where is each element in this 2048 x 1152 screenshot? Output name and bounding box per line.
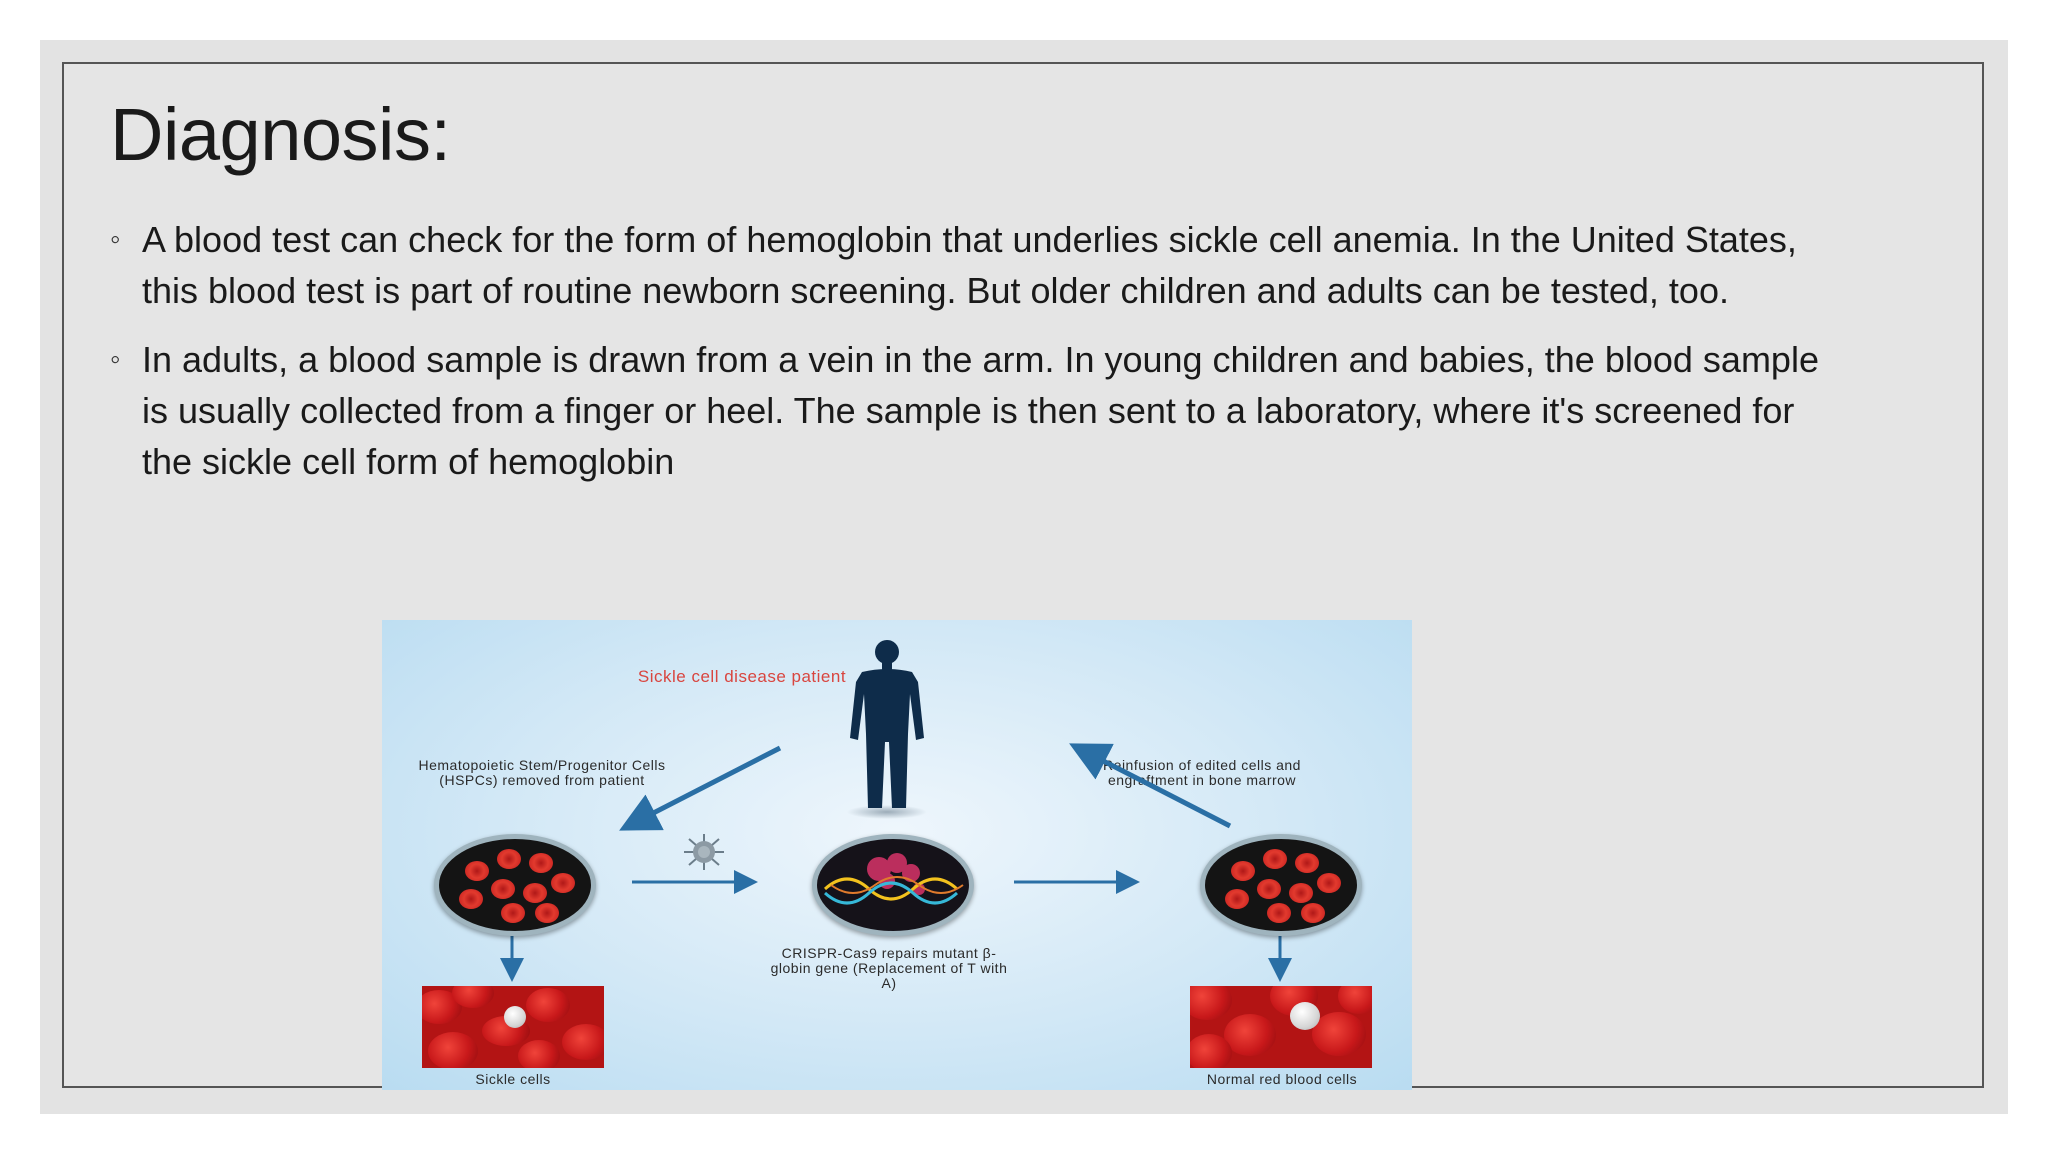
petri-dish-edited <box>1200 834 1362 936</box>
bullet-text: In adults, a blood sample is drawn from a vein in the arm. In young children and babies, the blood sample is usually collected from a finger or heel. The sample is then sent to a laboratory, where it's screened for the sickle cell form of hemoglobin <box>142 339 1819 482</box>
red-blood-cell <box>465 861 489 881</box>
dna-helix-icon <box>817 839 969 931</box>
slide-title: Diagnosis: <box>110 93 451 176</box>
red-blood-cell <box>1263 849 1287 869</box>
slide-background <box>40 40 2008 1114</box>
patient-label: Sickle cell disease patient <box>637 667 847 686</box>
bullet-item <box>110 214 1830 316</box>
petri-dish-hspc <box>434 834 596 936</box>
white-blood-cell <box>1290 1002 1320 1030</box>
red-blood-cell <box>1231 861 1255 881</box>
red-blood-cell <box>1317 873 1341 893</box>
red-blood-cell <box>1257 879 1281 899</box>
bullet-marker-icon: ◦ <box>110 223 121 256</box>
virus-icon <box>676 832 732 872</box>
red-blood-cell <box>491 879 515 899</box>
crispr-editing-dish <box>812 834 974 936</box>
red-blood-cell <box>501 903 525 923</box>
sickle-cells-image <box>422 986 604 1068</box>
bullet-list <box>110 214 1830 505</box>
bullet-text: A blood test can check for the form of hemoglobin that underlies sickle cell anemia. In the United States, this blood test is part of routine newborn screening. But older children and adults can be tested, too. <box>142 219 1797 311</box>
red-blood-cell <box>459 889 483 909</box>
hspc-label: Hematopoietic Stem/Progenitor Cells (HSPCs) removed from patient <box>418 757 666 788</box>
red-blood-cell <box>1295 853 1319 873</box>
red-blood-cell <box>523 883 547 903</box>
red-blood-cell <box>1289 883 1313 903</box>
arrow-to-patient <box>1078 748 1230 826</box>
red-blood-cell <box>1267 903 1291 923</box>
normal-cells-label: Normal red blood cells <box>1206 1071 1358 1087</box>
red-blood-cell <box>529 853 553 873</box>
normal-red-blood-cells-image <box>1190 986 1372 1068</box>
white-blood-cell <box>504 1006 526 1028</box>
crispr-therapy-diagram <box>382 620 1412 1090</box>
slide-frame <box>62 62 1984 1088</box>
red-blood-cell <box>1225 889 1249 909</box>
bullet-item <box>110 334 1830 487</box>
crispr-label: CRISPR-Cas9 repairs mutant β-globin gene (Replacement of T with A) <box>770 945 1008 991</box>
bullet-marker-icon: ◦ <box>110 343 121 376</box>
red-blood-cell <box>551 873 575 893</box>
red-blood-cell <box>1301 903 1325 923</box>
arrow-to-dish-left <box>628 748 780 826</box>
sickle-cells-label: Sickle cells <box>475 1071 551 1087</box>
red-blood-cell <box>535 903 559 923</box>
reinfusion-label: Reinfusion of edited cells and engraftment in bone marrow <box>1103 757 1301 788</box>
red-blood-cell <box>497 849 521 869</box>
